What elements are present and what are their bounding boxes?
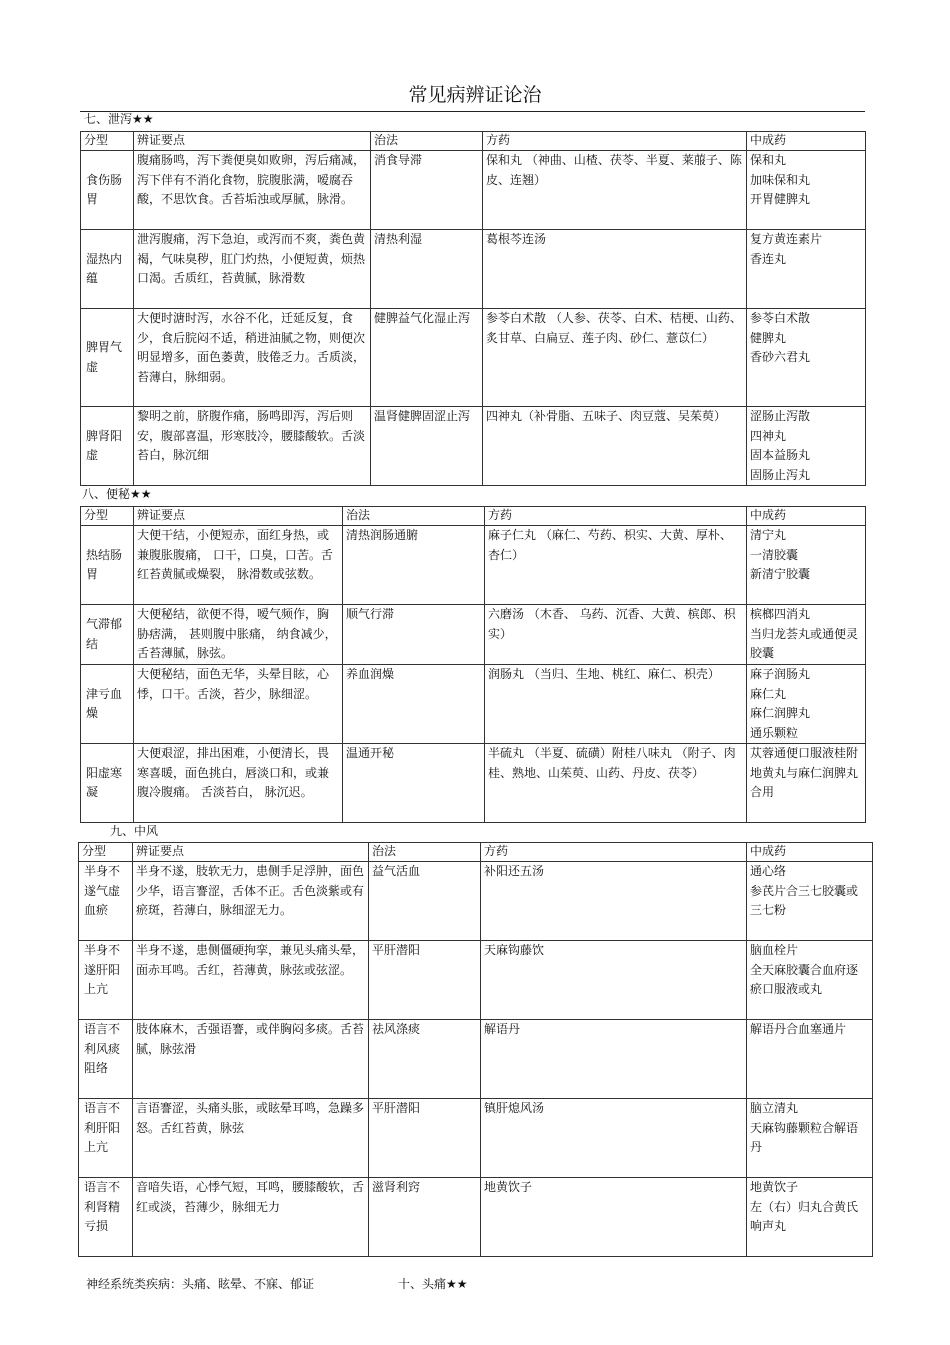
syndrome-type: 语言不利风痰阻络: [79, 1020, 133, 1099]
patent-cell: [747, 1178, 873, 1257]
title-divider: [80, 111, 865, 112]
patent-item: 香砂六君丸: [750, 350, 811, 364]
patent-item: 全天麻胶囊合血府逐瘀口服液或丸: [750, 962, 859, 996]
symptoms-cell: 腹痛肠鸣，泻下粪便臭如败卵，泻后痛减，泻下伴有不消化食物，脘腹胀满，嗳腐吞酸，不思饮食。舌苔垢浊或厚腻，脉滑。: [134, 151, 371, 230]
patent-item: 香连丸: [750, 251, 787, 266]
treatment-cell: 清热润肠通腑: [343, 526, 485, 605]
symptoms-cell: 大便时溏时泻，水谷不化，迁延反复，食少，食后脘闷不适，稍进油腻之物，则便次明显增多，面色萎黄，肢倦乏力。舌质淡，苔薄白，脉细弱。: [134, 309, 371, 407]
syndrome-type: 脾胃气虚: [81, 309, 134, 407]
section-heading-diarrhea: 七、泄泻★★: [84, 112, 154, 126]
table-header-row: [81, 507, 866, 526]
treatment-cell: 温肾健脾固涩止泻: [371, 407, 483, 486]
formula-cell: 葛根芩连汤: [483, 230, 747, 309]
symptoms-cell: 大便秘结，面色无华，头晕目眩，心悸，口干。舌淡，苔少，脉细涩。: [134, 665, 343, 744]
patent-cell: [747, 665, 866, 744]
patent-item: 四神丸: [750, 428, 787, 443]
symptoms-cell: 言语謇涩，头痛头胀，或眩晕耳鸣，急躁多怒。舌红苔黄，脉弦: [133, 1099, 369, 1178]
syndrome-type: 半身不遂肝阳上亢: [79, 941, 133, 1020]
table-row: [81, 407, 866, 486]
header-type: 分型: [79, 843, 133, 862]
patent-cell: [747, 941, 873, 1020]
constipation-table: [80, 506, 866, 823]
syndrome-type: 食伤肠胃: [81, 151, 134, 230]
header-symptoms: 辨证要点: [133, 843, 369, 862]
symptoms-cell: 大便艰涩，排出困难，小便清长，畏寒喜暖，面色挑白，唇淡口和，或兼腹冷腹痛。 舌淡苔白， 脉沉迟。: [134, 744, 343, 823]
section-heading-constipation: 八、便秘★★: [82, 487, 152, 501]
syndrome-type: 阳虚寒凝: [81, 744, 134, 823]
syndrome-type: 半身不遂气虚血瘀: [79, 862, 133, 941]
treatment-cell: 健脾益气化湿止泻: [371, 309, 483, 407]
syndrome-type: 气滞郁结: [81, 605, 134, 665]
formula-cell: 天麻钩藤饮: [481, 941, 747, 1020]
table-row: [81, 151, 866, 230]
header-formula: 方药: [483, 132, 747, 151]
formula-cell: 解语丹: [481, 1020, 747, 1099]
table-row: [81, 744, 866, 823]
table-header-row: [81, 132, 866, 151]
patent-item: 开胃健脾丸: [750, 192, 811, 206]
patent-item: 麻子润肠丸: [750, 667, 811, 681]
symptoms-cell: 半身不遂，肢软无力，患侧手足浮肿，面色少华，语言謇涩，舌体不正。舌色淡紫或有瘀斑，苔薄白，脉细涩无力。: [133, 862, 369, 941]
formula-cell: 麻子仁丸 （麻仁、芍药、枳实、大黄、厚朴、杏仁）: [485, 526, 747, 605]
table-row: [81, 526, 866, 605]
header-patent: 中成药: [747, 132, 866, 151]
patent-cell: [747, 151, 866, 230]
treatment-cell: 清热利湿: [371, 230, 483, 309]
section-heading-stroke: 九、中风: [110, 824, 159, 838]
syndrome-type: 湿热内蕴: [81, 230, 134, 309]
patent-cell: [747, 407, 866, 486]
patent-cell: [747, 309, 866, 407]
treatment-cell: 温通开秘: [343, 744, 485, 823]
formula-cell: 镇肝熄风汤: [481, 1099, 747, 1178]
patent-item: 固本益肠丸: [750, 448, 811, 462]
header-symptoms: 辨证要点: [134, 132, 371, 151]
patent-cell: 解语丹合血塞通片: [747, 1020, 873, 1099]
formula-cell: 参苓白术散 （人参、茯苓、白术、桔梗、山药、炙甘草、白扁豆、莲子肉、砂仁、薏苡仁）: [483, 309, 747, 407]
syndrome-type: 津亏血燥: [81, 665, 134, 744]
header-type: 分型: [81, 507, 134, 526]
table-row: [81, 605, 866, 665]
patent-cell: [747, 230, 866, 309]
formula-cell: 六磨汤 （木香、 乌药、沉香、大黄、槟郎、枳实）: [485, 605, 747, 665]
symptoms-cell: 半身不遂，患侧僵硬拘挛，兼见头痛头晕，面赤耳鸣。舌红，苔薄黄，脉弦或弦涩。: [133, 941, 369, 1020]
patent-item: 麻仁润脾丸: [750, 706, 811, 720]
page-title: 常见病辨证论治: [408, 84, 542, 106]
patent-item: 通乐颗粒: [750, 725, 799, 740]
patent-item: 保和丸: [750, 153, 787, 167]
syndrome-type: 热结肠胃: [81, 526, 134, 605]
treatment-cell: 益气活血: [369, 862, 481, 941]
patent-cell: 苁蓉通便口服液桂附地黄丸与麻仁润脾丸合用: [747, 744, 866, 823]
syndrome-type: 语言不利肾精亏损: [79, 1178, 133, 1257]
patent-item: 复方黄连素片: [750, 232, 823, 246]
stroke-table: [78, 842, 873, 1257]
patent-cell: [747, 605, 866, 665]
table-row: [79, 1020, 873, 1099]
symptoms-cell: 黎明之前，脐腹作痛，肠鸣即泻，泻后则安，腹部喜温，形寒肢冷，腰膝酸软。舌淡苔白，脉沉细: [134, 407, 371, 486]
header-type: 分型: [81, 132, 134, 151]
footer-next-section-heading: 十、头痛★★: [398, 1277, 468, 1291]
symptoms-cell: 肢体麻木，舌强语謇，或伴胸闷多痰。舌苔腻，脉弦滑: [133, 1020, 369, 1099]
symptoms-cell: 音喑失语，心悸气短，耳鸣，腰膝酸软，舌红或淡，苔薄少，脉细无力: [133, 1178, 369, 1257]
patent-item: 左（右）归丸合黄氏响声丸: [750, 1199, 859, 1233]
header-patent: 中成药: [747, 843, 873, 862]
formula-cell: 地黄饮子: [481, 1178, 747, 1257]
formula-cell: 润肠丸 （当归、生地、桃红、麻仁、枳壳）: [485, 665, 747, 744]
patent-item: 当归龙荟丸或通便灵胶囊: [750, 626, 859, 660]
patent-item: 槟榔四消丸: [750, 607, 811, 621]
patent-item: 天麻钩藤颗粒合解语丹: [750, 1120, 859, 1154]
formula-cell: 四神丸（补骨脂、五味子、肉豆蔻、吴茱萸）: [483, 407, 747, 486]
treatment-cell: 滋肾利窍: [369, 1178, 481, 1257]
symptoms-cell: 大便秘结，欲便不得，嗳气频作，胸胁痞满， 甚则腹中胀痛， 纳食减少，舌苔薄腻，脉弦。: [134, 605, 343, 665]
treatment-cell: 祛风涤痰: [369, 1020, 481, 1099]
formula-cell: 保和丸 （神曲、山楂、茯苓、半夏、莱菔子、陈皮、连翘）: [483, 151, 747, 230]
header-symptoms: 辨证要点: [134, 507, 343, 526]
patent-item: 清宁丸: [750, 528, 787, 542]
table-row: [81, 230, 866, 309]
footer-nervous-system-note: 神经系统类疾病：头痛、眩晕、不寐、郁证: [86, 1277, 315, 1291]
patent-item: 脑立清丸: [750, 1101, 799, 1115]
table-row: [79, 941, 873, 1020]
formula-cell: 半硫丸 （半夏、硫磺）附桂八味丸 （附子、肉桂、熟地、山茱萸、山药、丹皮、茯苓）: [485, 744, 747, 823]
table-row: [81, 309, 866, 407]
symptoms-cell: 大便干结，小便短赤，面红身热，或兼腹胀腹痛， 口干，口臭，口苦。舌红苔黄腻或燥裂， 脉滑数或弦数。: [134, 526, 343, 605]
symptoms-cell: 泄泻腹痛，泻下急迫，或泻而不爽，粪色黄褐，气味臭秽，肛门灼热，小便短黄，烦热口渴。舌质红，苔黄腻，脉滑数: [134, 230, 371, 309]
header-treatment: 治法: [343, 507, 485, 526]
treatment-cell: 顺气行滞: [343, 605, 485, 665]
patent-item: 参苓白术散: [750, 311, 811, 325]
table-row: [79, 1178, 873, 1257]
patent-item: 脑血栓片: [750, 943, 799, 957]
treatment-cell: 养血润燥: [343, 665, 485, 744]
header-patent: 中成药: [747, 507, 866, 526]
patent-item: 地黄饮子: [750, 1180, 799, 1194]
patent-item: 参芪片合三七胶囊或三七粉: [750, 883, 859, 917]
treatment-cell: 消食导滞: [371, 151, 483, 230]
table-row: [81, 665, 866, 744]
treatment-cell: 平肝潜阳: [369, 1099, 481, 1178]
treatment-cell: 平肝潜阳: [369, 941, 481, 1020]
header-formula: 方药: [481, 843, 747, 862]
patent-item: 固肠止泻丸: [750, 467, 811, 482]
patent-cell: [747, 1099, 873, 1178]
header-formula: 方药: [485, 507, 747, 526]
table-row: [79, 1099, 873, 1178]
diarrhea-table: [80, 131, 866, 486]
patent-item: 新清宁胶囊: [750, 567, 811, 581]
patent-item: 健脾丸: [750, 330, 787, 345]
header-treatment: 治法: [369, 843, 481, 862]
patent-cell: [747, 862, 873, 941]
patent-item: 麻仁丸: [750, 686, 787, 701]
table-row: [79, 862, 873, 941]
patent-cell: [747, 526, 866, 605]
syndrome-type: 语言不利肝阳上亢: [79, 1099, 133, 1178]
header-treatment: 治法: [371, 132, 483, 151]
patent-item: 加味保和丸: [750, 172, 811, 187]
table-header-row: [79, 843, 873, 862]
formula-cell: 补阳还五汤: [481, 862, 747, 941]
patent-item: 涩肠止泻散: [750, 409, 811, 423]
patent-item: 一清胶囊: [750, 547, 799, 562]
patent-item: 通心络: [750, 864, 787, 878]
syndrome-type: 脾肾阳虚: [81, 407, 134, 486]
